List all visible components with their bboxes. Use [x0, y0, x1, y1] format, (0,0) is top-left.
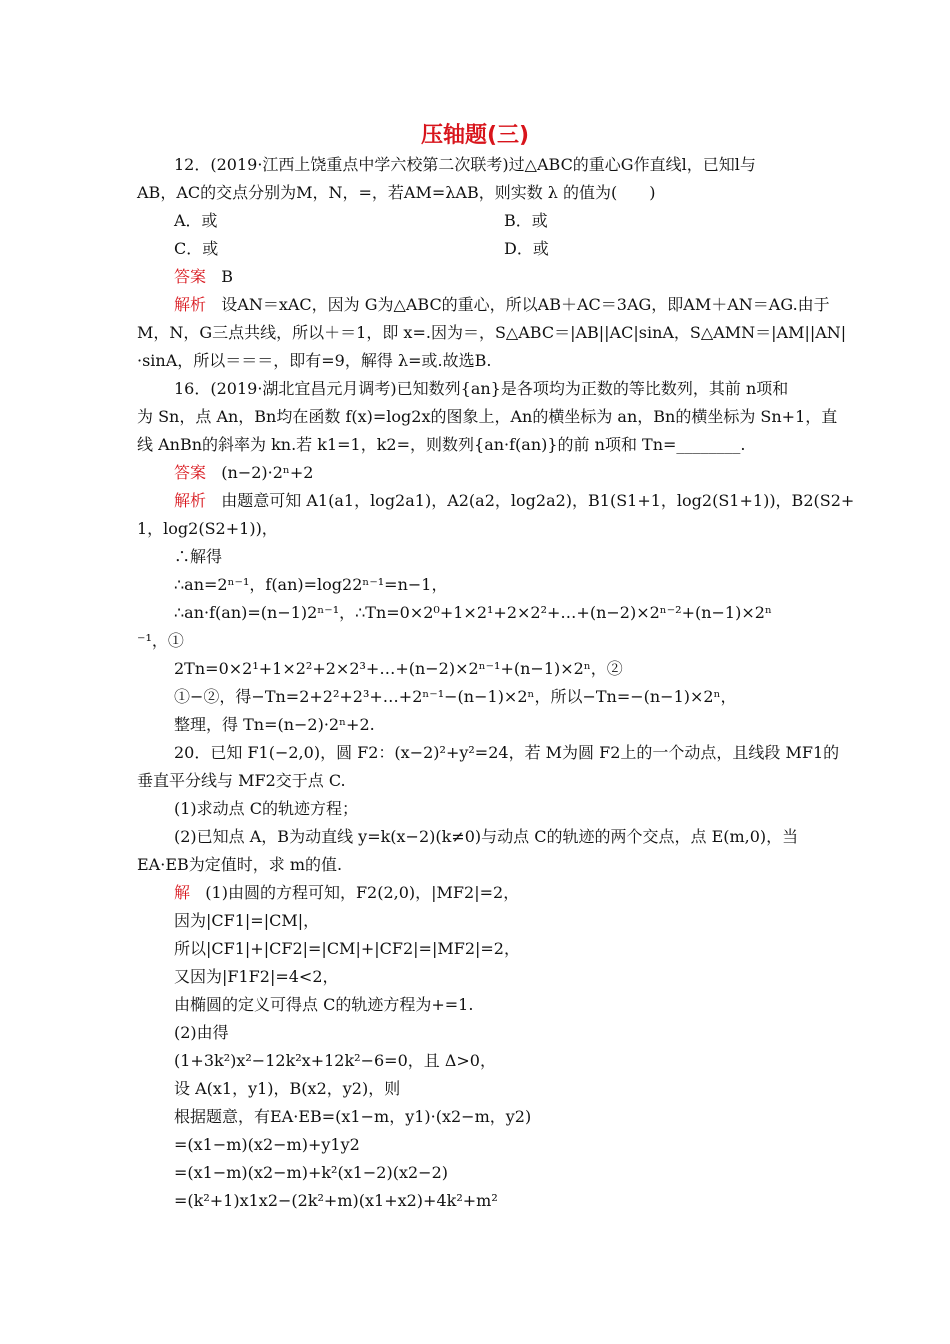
analysis-label: 解析	[174, 491, 207, 510]
q20-solution-line-1	[174, 882, 519, 904]
q20-solution-line-11: =(x1−m)(x2−m)+k²(x1−2)(x2−2)	[174, 1163, 448, 1182]
q20-solution-line-4: 又因为|F1F2|=4<2，	[174, 967, 339, 986]
q16-answer	[174, 462, 313, 484]
q20-solution-line-7: (1+3k²)x²−12k²x+12k²−6=0，且 Δ>0，	[174, 1051, 496, 1070]
q20-line-4: (2)已知点 A，B为动直线 y=k(x−2)(k≠0)与动点 C的轨迹的两个交点，点 E(m,0)，当	[174, 827, 799, 846]
solution-text: (1)由圆的方程可知，F2(2,0)，|MF2|=2，	[205, 883, 520, 902]
answer-value: (n−2)·2ⁿ+2	[221, 463, 314, 482]
q16-analysis-line-6: ⁻¹，①	[137, 631, 184, 650]
q20-solution-line-8: 设 A(x1，y1)，B(x2，y2)，则	[174, 1079, 401, 1098]
q12-option-a: A．或	[174, 211, 218, 230]
q12-option-d: D．或	[504, 239, 549, 258]
q12-line-1: 12．(2019·江西上饶重点中学六校第二次联考)过△ABC的重心G作直线l，已知l与	[174, 155, 756, 174]
answer-value: B	[221, 267, 234, 286]
analysis-label: 解析	[174, 295, 207, 314]
q12-analysis-line-3: ·sinA，所以＝＝＝，即有=9，解得 λ=或.故选B.	[137, 351, 492, 370]
answer-label: 答案	[174, 267, 207, 286]
q12-option-c: C．或	[174, 239, 219, 258]
answer-label: 答案	[174, 463, 207, 482]
q16-analysis-line-3: ∴解得	[174, 547, 223, 566]
q16-line-3: 线 AnBn的斜率为 kn.若 k1=1，k2=，则数列{an·f(an)}的前 n项和 Tn=________.	[137, 435, 746, 454]
q12-option-b: B．或	[504, 211, 548, 230]
solution-label: 解	[174, 883, 191, 902]
q16-analysis-line-4: ∴an=2ⁿ⁻¹，f(an)=log22ⁿ⁻¹=n−1，	[174, 575, 448, 594]
q20-solution-line-3: 所以|CF1|+|CF2|=|CM|+|CF2|=|MF2|=2，	[174, 939, 520, 958]
q20-solution-line-9: 根据题意，有EA·EB=(x1−m，y1)·(x2−m，y2)	[174, 1107, 532, 1126]
page-title: 压轴题(三)	[420, 123, 530, 148]
q12-line-2: AB，AC的交点分别为M，N，=，若AM=λAB，则实数 λ 的值为( )	[137, 183, 656, 202]
q20-solution-line-2: 因为|CF1|=|CM|，	[174, 911, 320, 930]
q20-line-5: EA·EB为定值时，求 m的值.	[137, 855, 343, 874]
q20-solution-line-5: 由椭圆的定义可得点 C的轨迹方程为+=1.	[174, 995, 474, 1014]
q20-line-2: 垂直平分线与 MF2交于点 C.	[137, 771, 346, 790]
q16-analysis-line-7: 2Tn=0×2¹+1×2²+2×2³+…+(n−2)×2ⁿ⁻¹+(n−1)×2ⁿ，②	[174, 659, 623, 678]
q12-answer	[174, 266, 233, 288]
q16-analysis-line-2: 1，log2(S2+1))，	[137, 519, 278, 538]
analysis-text: 设AN＝xAC，因为 G为△ABC的重心，所以AB＋AC＝3AG，即AM＋AN＝AG.由于	[221, 295, 830, 314]
q16-analysis-line-1	[174, 490, 854, 512]
q20-solution-line-12: =(k²+1)x1x2−(2k²+m)(x1+x2)+4k²+m²	[174, 1191, 498, 1210]
q20-line-3: (1)求动点 C的轨迹方程；	[174, 799, 358, 818]
q16-analysis-line-9: 整理，得 Tn=(n−2)·2ⁿ+2.	[174, 715, 375, 734]
q20-solution-line-10: =(x1−m)(x2−m)+y1y2	[174, 1135, 360, 1154]
q20-line-1: 20．已知 F1(−2,0)，圆 F2：(x−2)²+y²=24，若 M为圆 F2上的一个动点，且线段 MF1的	[174, 743, 840, 762]
q20-solution-line-6: (2)由得	[174, 1023, 229, 1042]
q16-line-2: 为 Sn，点 An，Bn均在函数 f(x)=log2x的图象上，An的横坐标为 an，Bn的横坐标为 Sn+1，直	[137, 407, 838, 426]
q16-analysis-line-8: ①−②，得−Tn=2+2²+2³+…+2ⁿ⁻¹−(n−1)×2ⁿ，所以−Tn=−(n−1)×2ⁿ，	[174, 687, 737, 706]
analysis-text: 由题意可知 A1(a1，log2a1)，A2(a2，log2a2)，B1(S1+1，log2(S1+1))，B2(S2+	[221, 491, 855, 510]
q16-line-1: 16．(2019·湖北宜昌元月调考)已知数列{an}是各项均为正数的等比数列，其前 n项和	[174, 379, 789, 398]
q16-analysis-line-5: ∴an·f(an)=(n−1)2ⁿ⁻¹，∴Tn=0×2⁰+1×2¹+2×2²+…+(n−2)×2ⁿ⁻²+(n−1)×2ⁿ	[174, 603, 772, 622]
q12-analysis-line-1	[174, 294, 830, 316]
q12-analysis-line-2: M，N，G三点共线，所以＋＝1，即 x=.因为＝，S△ABC＝|AB||AC|sinA，S△AMN＝|AM||AN|	[137, 323, 847, 342]
